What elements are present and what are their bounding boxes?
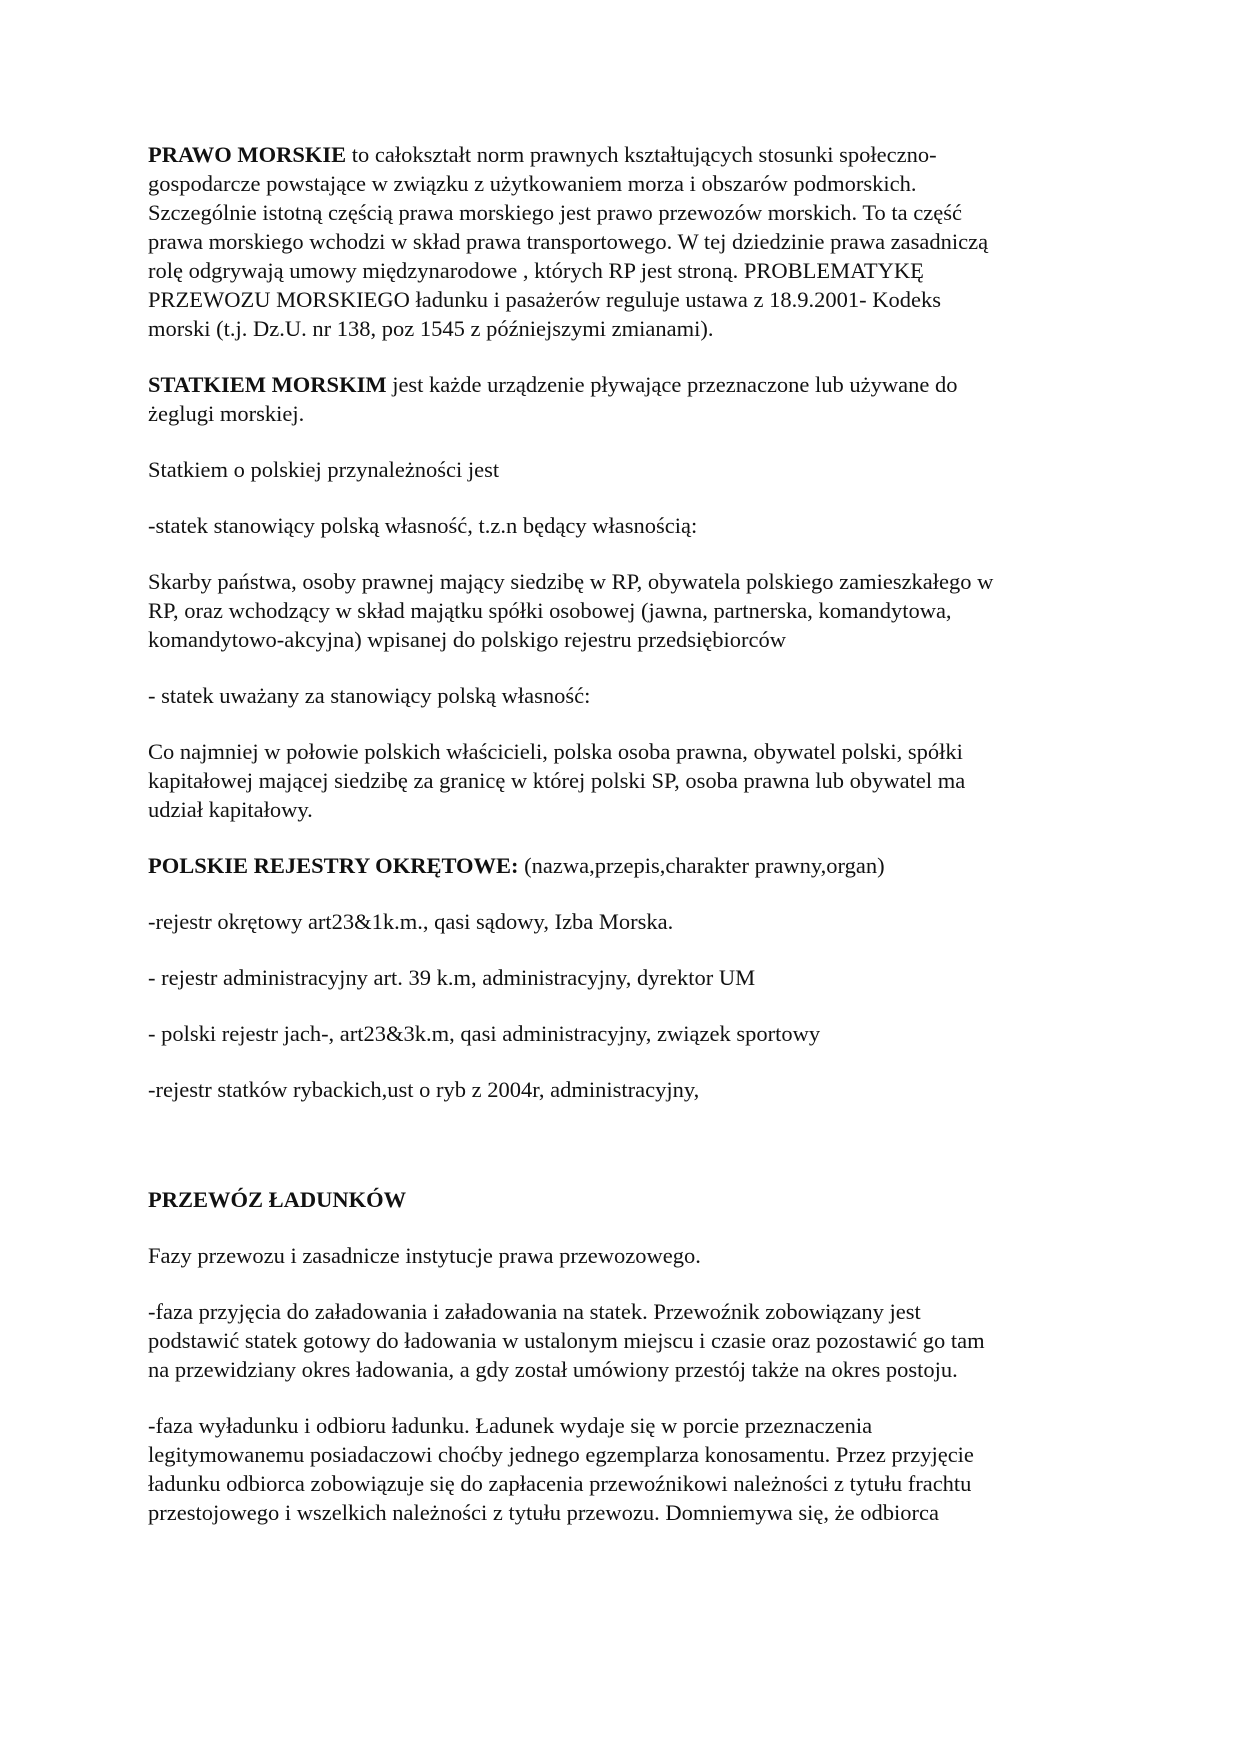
text-line: Szczególnie istotną częścią prawa morskiego jest prawo przewozów morskich. To ta część — [148, 200, 962, 225]
list-item-rejestr-jachtow: - polski rejestr jach-, art23&3k.m, qasi administracyjny, związek sportowy — [148, 1021, 821, 1046]
list-item-rejestr-okretowy: -rejestr okrętowy art23&1k.m., qasi sądowy, Izba Morska. — [148, 909, 674, 934]
paragraph-co-najmniej — [148, 737, 1098, 824]
paragraph-fazy-przewozu: Fazy przewozu i zasadnicze instytucje prawa przewozowego. — [148, 1243, 701, 1268]
text-line: legitymowanemu posiadaczowi choćby jednego egzemplarza konosamentu. Przez przyjęcie — [148, 1442, 974, 1467]
text-line: RP, oraz wchodzący w skład majątku spółki osobowej (jawna, partnerska, komandytowa, — [148, 598, 952, 623]
bold-term: PRAWO MORSKIE — [148, 142, 347, 167]
paragraph-statkiem-morskim — [148, 370, 1098, 428]
paragraph-skarby-panstwa — [148, 567, 1098, 654]
text-line: prawa morskiego wchodzi w skład prawa transportowego. W tej dziedzinie prawa zasadniczą — [148, 229, 989, 254]
text-line: -faza przyjęcia do załadowania i załadowania na statek. Przewoźnik zobowiązany jest — [148, 1299, 921, 1324]
text-line: Skarby państwa, osoby prawnej mający siedzibę w RP, obywatela polskiego zamieszkałego w — [148, 569, 994, 594]
text-line: na przewidziany okres ładowania, a gdy został umówiony przestój także na okres postoju. — [148, 1357, 958, 1382]
paragraph-rejestry-heading: POLSKIE REJESTRY OKRĘTOWE: (nazwa,przepis,charakter prawny,organ) — [148, 853, 885, 878]
text-line: Co najmniej w połowie polskich właścicieli, polska osoba prawna, obywatel polski, spółki — [148, 739, 963, 764]
paragraph-uwazany: - statek uważany za stanowiący polską własność: — [148, 683, 591, 708]
text-line: żeglugi morskiej. — [148, 401, 305, 426]
text-line: gospodarcze powstające w związku z użytkowaniem morza i obszarów podmorskich. — [148, 171, 917, 196]
paragraph-wlasnosc: -statek stanowiący polską własność, t.z.n będący własnością: — [148, 513, 698, 538]
bold-term: POLSKIE REJESTRY OKRĘTOWE: — [148, 853, 519, 878]
text-line: morski (t.j. Dz.U. nr 138, poz 1545 z późniejszymi zmianami). — [148, 316, 714, 341]
text-line: ładunku odbiorca zobowiązuje się do zapłacenia przewoźnikowi należności z tytułu frachtu — [148, 1471, 972, 1496]
paragraph-faza-wyladunku — [148, 1411, 1098, 1527]
section-heading-przewoz: PRZEWÓZ ŁADUNKÓW — [148, 1187, 407, 1212]
paragraph-przynaleznosc: Statkiem o polskiej przynależności jest — [148, 457, 500, 482]
text-line: STATKIEM MORSKIM jest każde urządzenie pływające przeznaczone lub używane do — [148, 372, 958, 397]
text-line: PRAWO MORSKIE to całokształt norm prawnych kształtujących stosunki społeczno- — [148, 142, 937, 167]
list-item-rejestr-rybacki: -rejestr statków rybackich,ust o ryb z 2004r, administracyjny, — [148, 1077, 700, 1102]
text-line: rolę odgrywają umowy międzynarodowe , których RP jest stroną. PROBLEMATYKĘ — [148, 258, 924, 283]
text-line: komandytowo-akcyjna) wpisanej do polskigo rejestru przedsiębiorców — [148, 627, 786, 652]
text-line: PRZEWOZU MORSKIEGO ładunku i pasażerów reguluje ustawa z 18.9.2001- Kodeks — [148, 287, 941, 312]
paragraph-faza-zaladowania — [148, 1297, 1098, 1384]
paragraph-prawo-morskie — [148, 140, 1098, 343]
text-line: kapitałowej mającej siedzibę za granicę w której polski SP, osoba prawna lub obywatel ma — [148, 768, 966, 793]
text-line: podstawić statek gotowy do ładowania w ustalonym miejscu i czasie oraz pozostawić go tam — [148, 1328, 985, 1353]
document-page — [148, 140, 1098, 1527]
text-line: udział kapitałowy. — [148, 797, 313, 822]
list-item-rejestr-administracyjny: - rejestr administracyjny art. 39 k.m, administracyjny, dyrektor UM — [148, 965, 756, 990]
text-line: -faza wyładunku i odbioru ładunku. Ładunek wydaje się w porcie przeznaczenia — [148, 1413, 873, 1438]
text-line: przestojowego i wszelkich należności z tytułu przewozu. Domniemywa się, że odbiorca — [148, 1500, 939, 1525]
bold-term: STATKIEM MORSKIM — [148, 372, 387, 397]
